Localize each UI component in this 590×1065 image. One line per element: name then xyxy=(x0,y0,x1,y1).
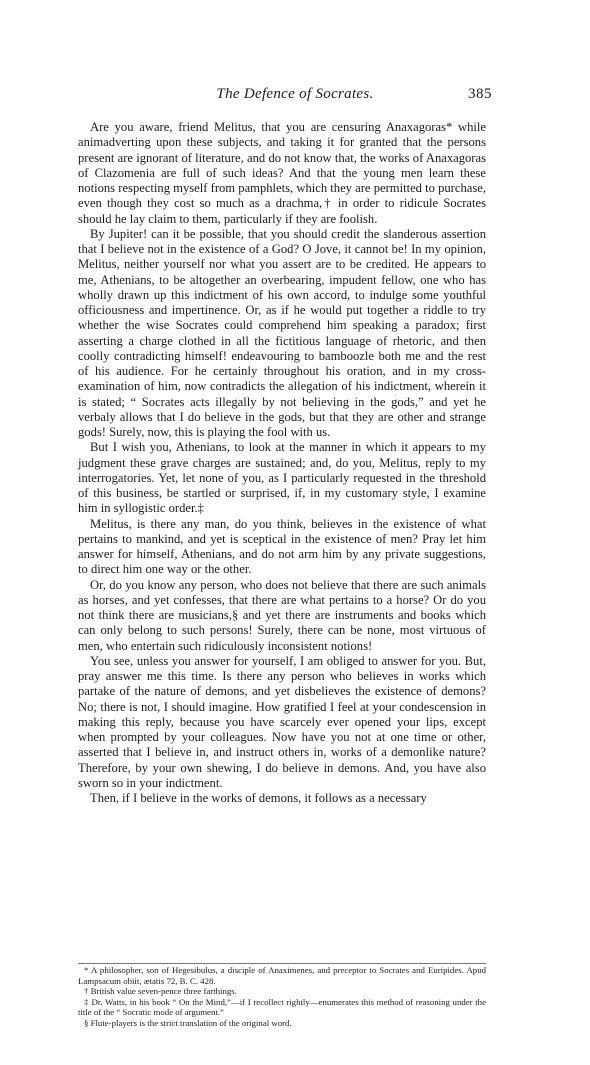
paragraph: Or, do you know any person, who does not believe that there are such animals as horses, and yet confesses, that there are what pertains to a horse? Or do you not think there are musicians,§ and yet there are instruments and books which can only belong to such persons! Surely, there can be none, most virtuous of men, who entertain such ridiculously inconsistent notions! xyxy=(78,577,486,653)
paragraph: By Jupiter! can it be possible, that you should credit the slanderous assertion that I believe not in the existence of a God? O Jove, it cannot be! In my opinion, Melitus, neither yourself nor what you assert are to be credited. He appears to me, Athenians, to be altogether an overbearing, impudent fellow, one who has wholly drawn up this indictment of his own accord, to indulge some youthful officiousness and impertinence. Or, as if he would put together a riddle to try whether the wise Socrates could comprehend him speaking a paradox; first asserting a charge clothed in all the fictitious language of rhetoric, and then coolly contradicting himself! endeavouring to bamboozle both me and the rest of his audience. For he certainly throughout his oration, and in my cross-examination of him, now contradicts the allegation of his indictment, wherein it is stated; “ Socrates acts illegally by not believing in the gods,” and yet he verbaly allows that I do believe in the gods, but that they are other and strange gods! Surely, now, this is playing the fool with us. xyxy=(78,226,486,439)
page-header xyxy=(0,86,590,106)
paragraph: Melitus, is there any man, do you think, believes in the existence of what pertains to mankind, and yet is sceptical in the existence of men? Pray let him answer for himself, Athenians, and do not arm him by any private suggestions, to direct him one way or the other. xyxy=(78,516,486,577)
paragraph: But I wish you, Athenians, to look at the manner in which it appears to my judgment these grave charges are sustained; and, do you, Melitus, reply to my interrogatories. Yet, let none of you, as I particularly requested in the threshold of this business, be startled or surprised, if, in my customary style, I examine him in syllogistic order.‡ xyxy=(78,440,486,516)
footnote: ‡ Dr. Watts, in his book “ On the Mind,”—if I recollect rightly—enumerates this method of reasoning under the title of the “ Socratic mode of argument.” xyxy=(78,996,486,1018)
paragraph: You see, unless you answer for yourself, I am obliged to answer for you. But, pray answer me this time. Is there any person who believes in works which partake of the nature of demons, and yet disbelieves the existence of demons? No; there is not, I should imagine. How gratified I feel at your condescension in making this reply, because you have scarcely ever opened your lips, except when prompted by your colleagues. Now have you not at one time or other, asserted that I believe in, and instruct others in, works of a demonlike nature? Therefore, by your own shewing, I do believe in demons. And, you have also sworn so in your indictment. xyxy=(78,653,486,790)
footnote: † British value seven-pence three farthings. xyxy=(84,986,237,997)
paragraph: Are you aware, friend Melitus, that you are censuring Anaxagoras* while animadverting upon these subjects, and taking it for granted that the persons present are ignorant of literature, and do not know that, the works of Anaxagoras of Clazomenia are full of such ideas? And that the young men learn these notions respecting myself from pamphlets, which they are permitted to purchase, even though they cost so much as a drachma,† in order to ridicule Socrates should he lay claim to them, particularly if they are foolish. xyxy=(78,120,486,226)
footnote: § Flute-players is the strict translation of the original word. xyxy=(84,1017,292,1028)
page-number: 385 xyxy=(468,86,492,102)
footnote: * A philosopher, son of Hegesibulus, a disciple of Anaximenes, and preceptor to Socrates and Euripides. Apud Lampsacum obiit, ætatis 72, B. C. 428. xyxy=(78,965,486,986)
footnote-divider xyxy=(78,963,486,964)
body-text xyxy=(78,120,486,806)
running-title: The Defence of Socrates. xyxy=(216,86,374,102)
footnotes xyxy=(78,965,486,1029)
paragraph: Then, if I believe in the works of demons, it follows as a necessary xyxy=(90,791,427,805)
